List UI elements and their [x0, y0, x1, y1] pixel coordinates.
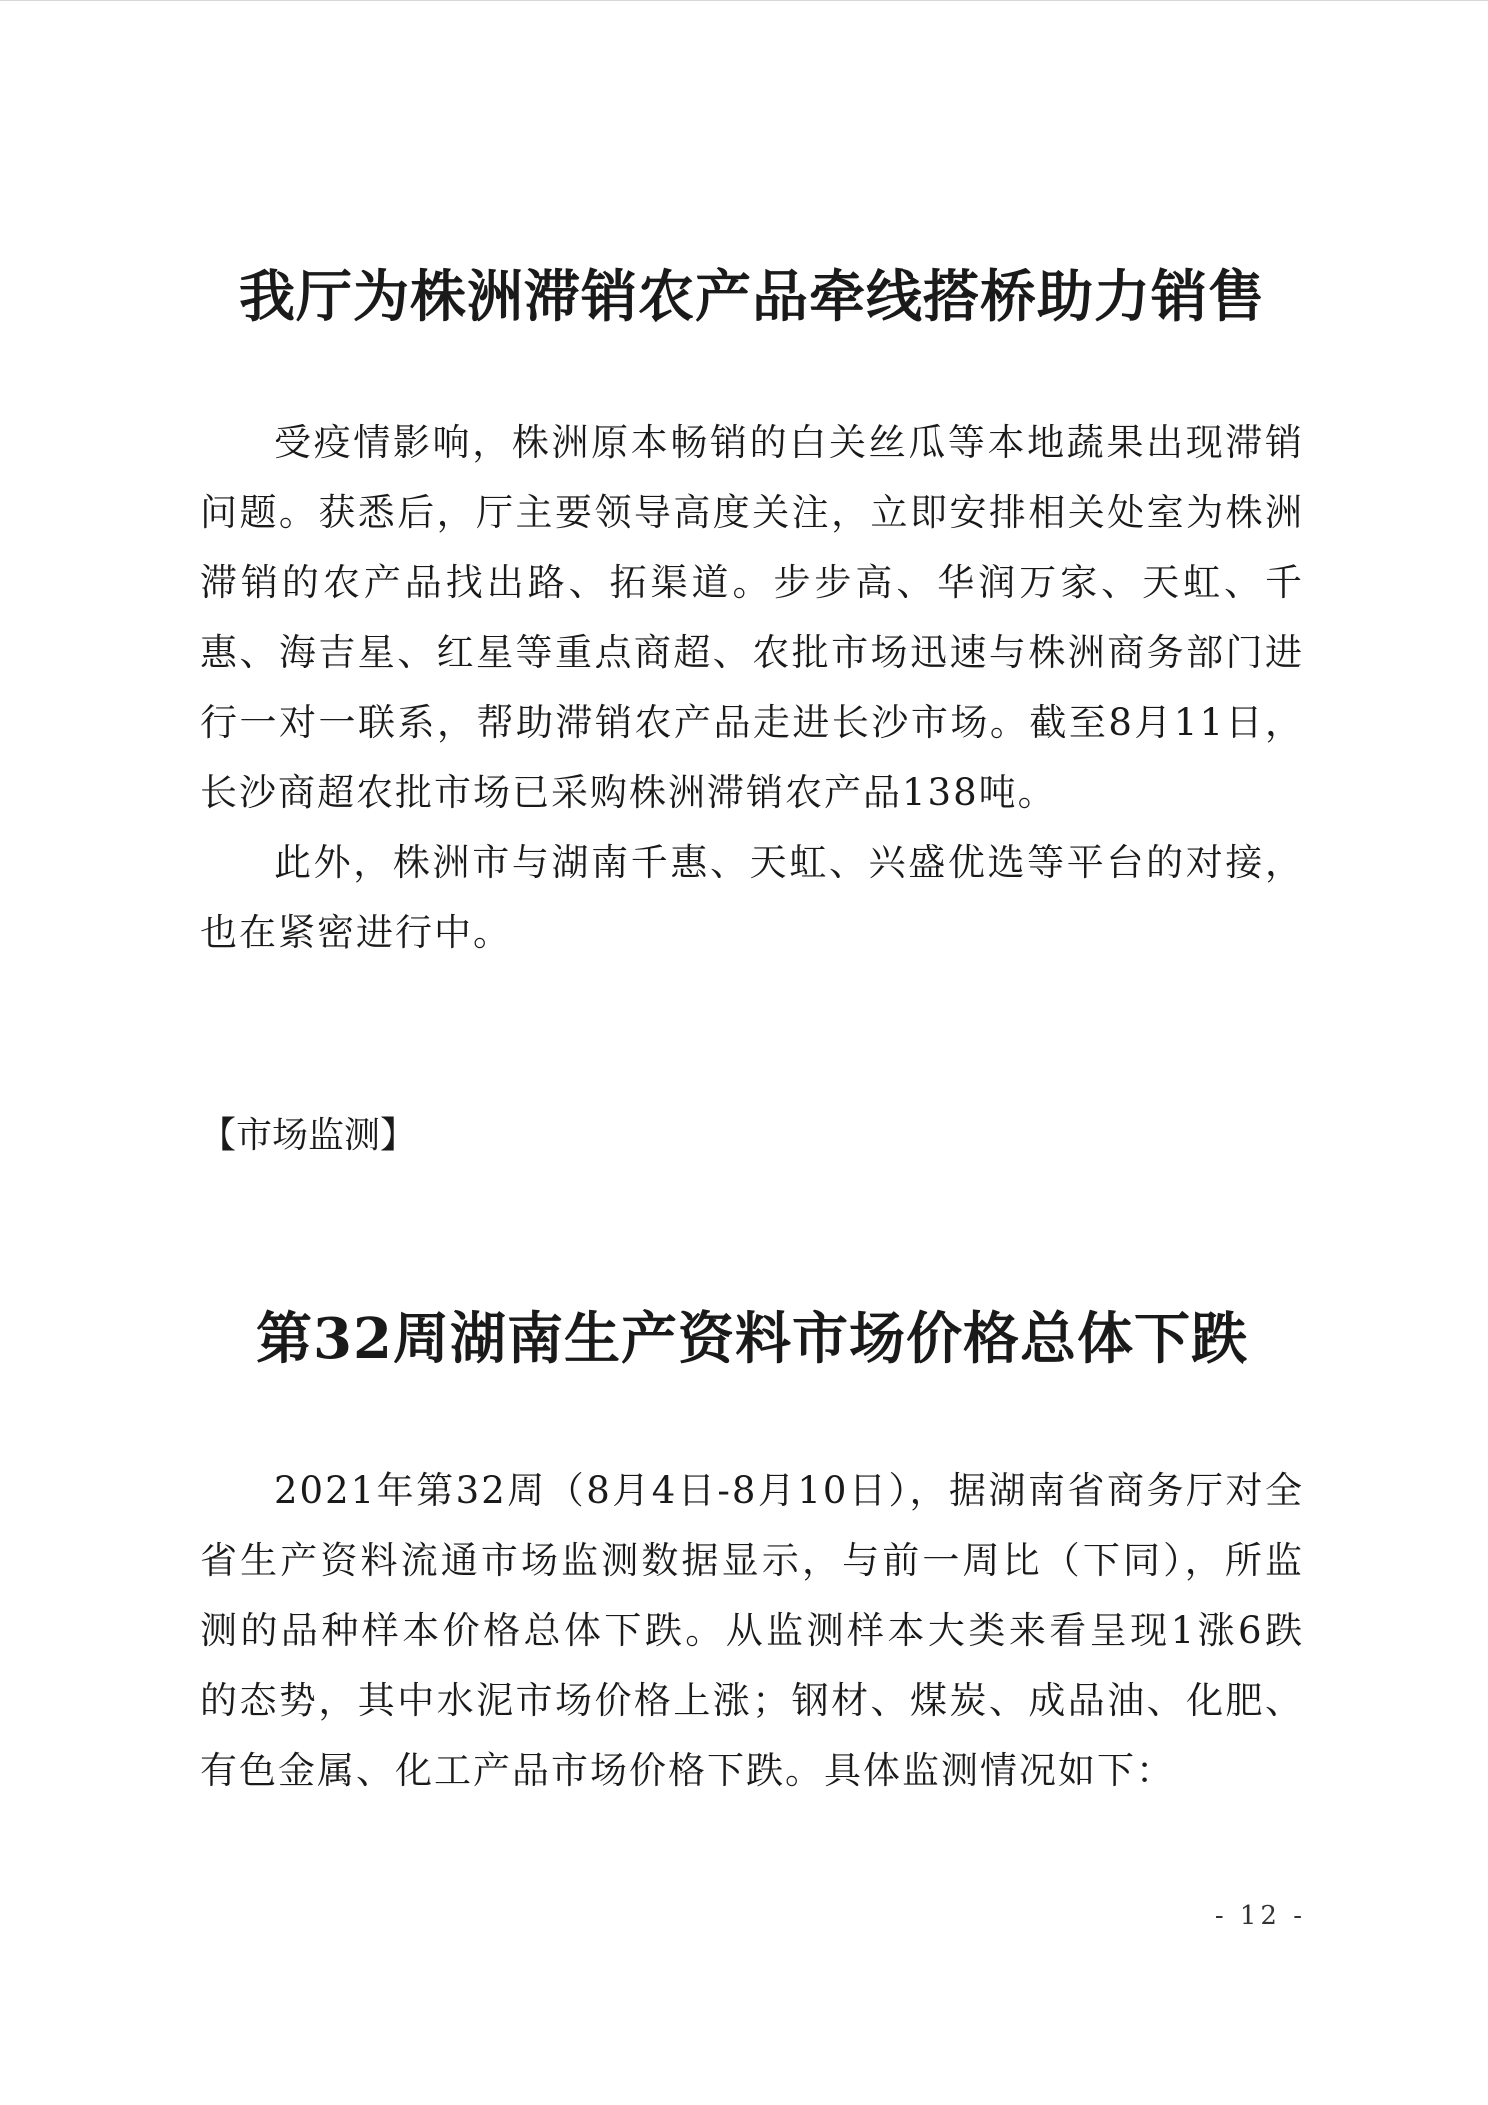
- article-2-title: 第32周湖南生产资料市场价格总体下跌: [256, 1306, 1248, 1372]
- article-1-title: 我厅为株洲滞销农产品牵线搭桥助力销售: [239, 264, 1265, 330]
- article-2-body: [200, 1456, 1304, 1806]
- article-1-body: [200, 408, 1304, 968]
- section-label-market-monitoring: 【市场监测】: [200, 1115, 417, 1156]
- article-2-paragraph-1: 2021年第32周（8月4日-8月10日），据湖南省商务厅对全省生产资料流通市场监测数据显示，与前一周比（下同），所监测的品种样本价格总体下跌。从监测样本大类来看呈现1涨6跌的态势，其中水泥市场价格上涨；钢材、煤炭、成品油、化肥、有色金属、化工产品市场价格下跌。具体监测情况如下：: [200, 1469, 1304, 1792]
- article-1-paragraph-1: 受疫情影响，株洲原本畅销的白关丝瓜等本地蔬果出现滞销问题。获悉后，厅主要领导高度关注，立即安排相关处室为株洲滞销的农产品找出路、拓渠道。步步高、华润万家、天虹、千惠、海吉星、红星等重点商超、农批市场迅速与株洲商务部门进行一对一联系，帮助滞销农产品走进长沙市场。截至8月11日，长沙商超农批市场已采购株洲滞销农产品138吨。: [200, 421, 1304, 814]
- page-number: - 12 -: [1214, 1901, 1306, 1931]
- article-1-paragraph-2: 此外，株洲市与湖南千惠、天虹、兴盛优选等平台的对接，也在紧密进行中。: [200, 841, 1304, 954]
